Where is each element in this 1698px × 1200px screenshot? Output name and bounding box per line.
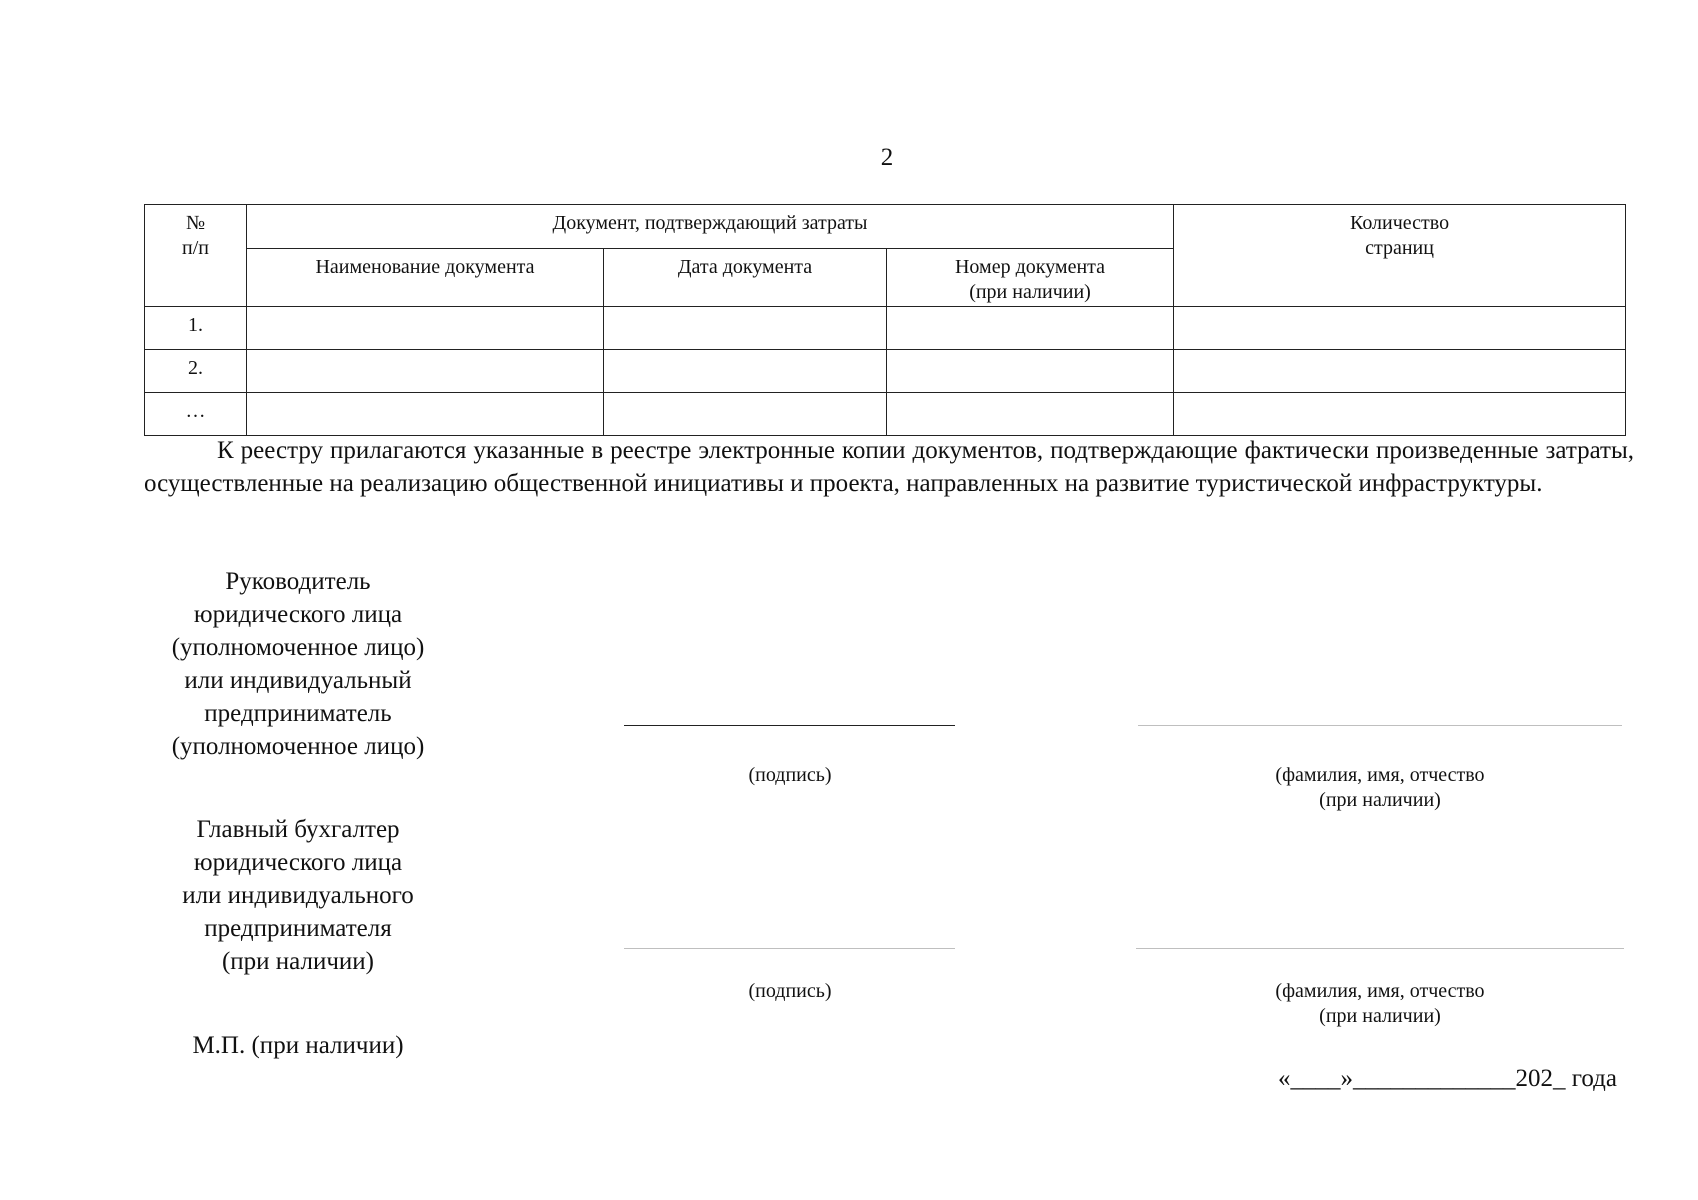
table-row [145,307,1626,350]
pages-count-cell [1174,350,1626,393]
head-name-caption: (фамилия, имя, отчество (при наличии) [1275,764,1485,811]
pages-count-cell [1174,307,1626,350]
paragraph-text: К реестру прилагаются указанные в реестре электронные копии документов, подтверждающие фактически произведенные затраты, осуществленные на реализацию общественной инициативы и проекта, направленных на развитие туристической инфраструктуры. [144,437,1634,497]
column-header-document-date: Дата документа [604,249,887,307]
table-row [145,350,1626,393]
head-name-line[interactable] [1138,725,1622,726]
document-name-cell [247,307,604,350]
date-line[interactable]: «____»_____________202_ года [1278,1065,1617,1092]
attachment-paragraph [144,434,1634,500]
document-name-cell [247,350,604,393]
accountant-name-caption: (фамилия, имя, отчество (при наличии) [1275,980,1485,1027]
document-number-cell [887,393,1174,436]
table-row [145,393,1626,436]
head-role-label: Руководитель юридического лица (уполномоченное лицо) или индивидуальный предприниматель (уполномоченное лицо) [171,568,425,760]
accountant-signature-caption: (подпись) [748,980,832,1002]
document-number-cell [887,307,1174,350]
document-number-cell [887,350,1174,393]
stamp-label: М.П. (при наличии) [192,1032,404,1059]
head-signature-line[interactable] [624,725,955,726]
pages-count-cell [1174,393,1626,436]
column-header-document-group: Документ, подтверждающий затраты [247,205,1174,249]
row-number-cell: 1. [145,307,247,350]
document-date-cell [604,307,887,350]
document-date-cell [604,393,887,436]
row-number-cell: 2. [145,350,247,393]
accountant-role-label: Главный бухгалтер юридического лица или индивидуального предпринимателя (при наличии) [182,816,414,975]
accountant-signature-line[interactable] [624,948,955,949]
column-header-pages: Количество страниц [1174,205,1626,307]
column-header-document-number: Номер документа (при наличии) [887,249,1174,307]
column-header-document-name: Наименование документа [247,249,604,307]
row-number-cell: … [145,393,247,436]
column-header-number: № п/п [145,205,247,307]
document-date-cell [604,350,887,393]
page-number: 2 [880,144,894,171]
document-name-cell [247,393,604,436]
accountant-name-line[interactable] [1136,948,1624,949]
head-signature-caption: (подпись) [748,764,832,786]
documents-registry-table [144,204,1626,436]
